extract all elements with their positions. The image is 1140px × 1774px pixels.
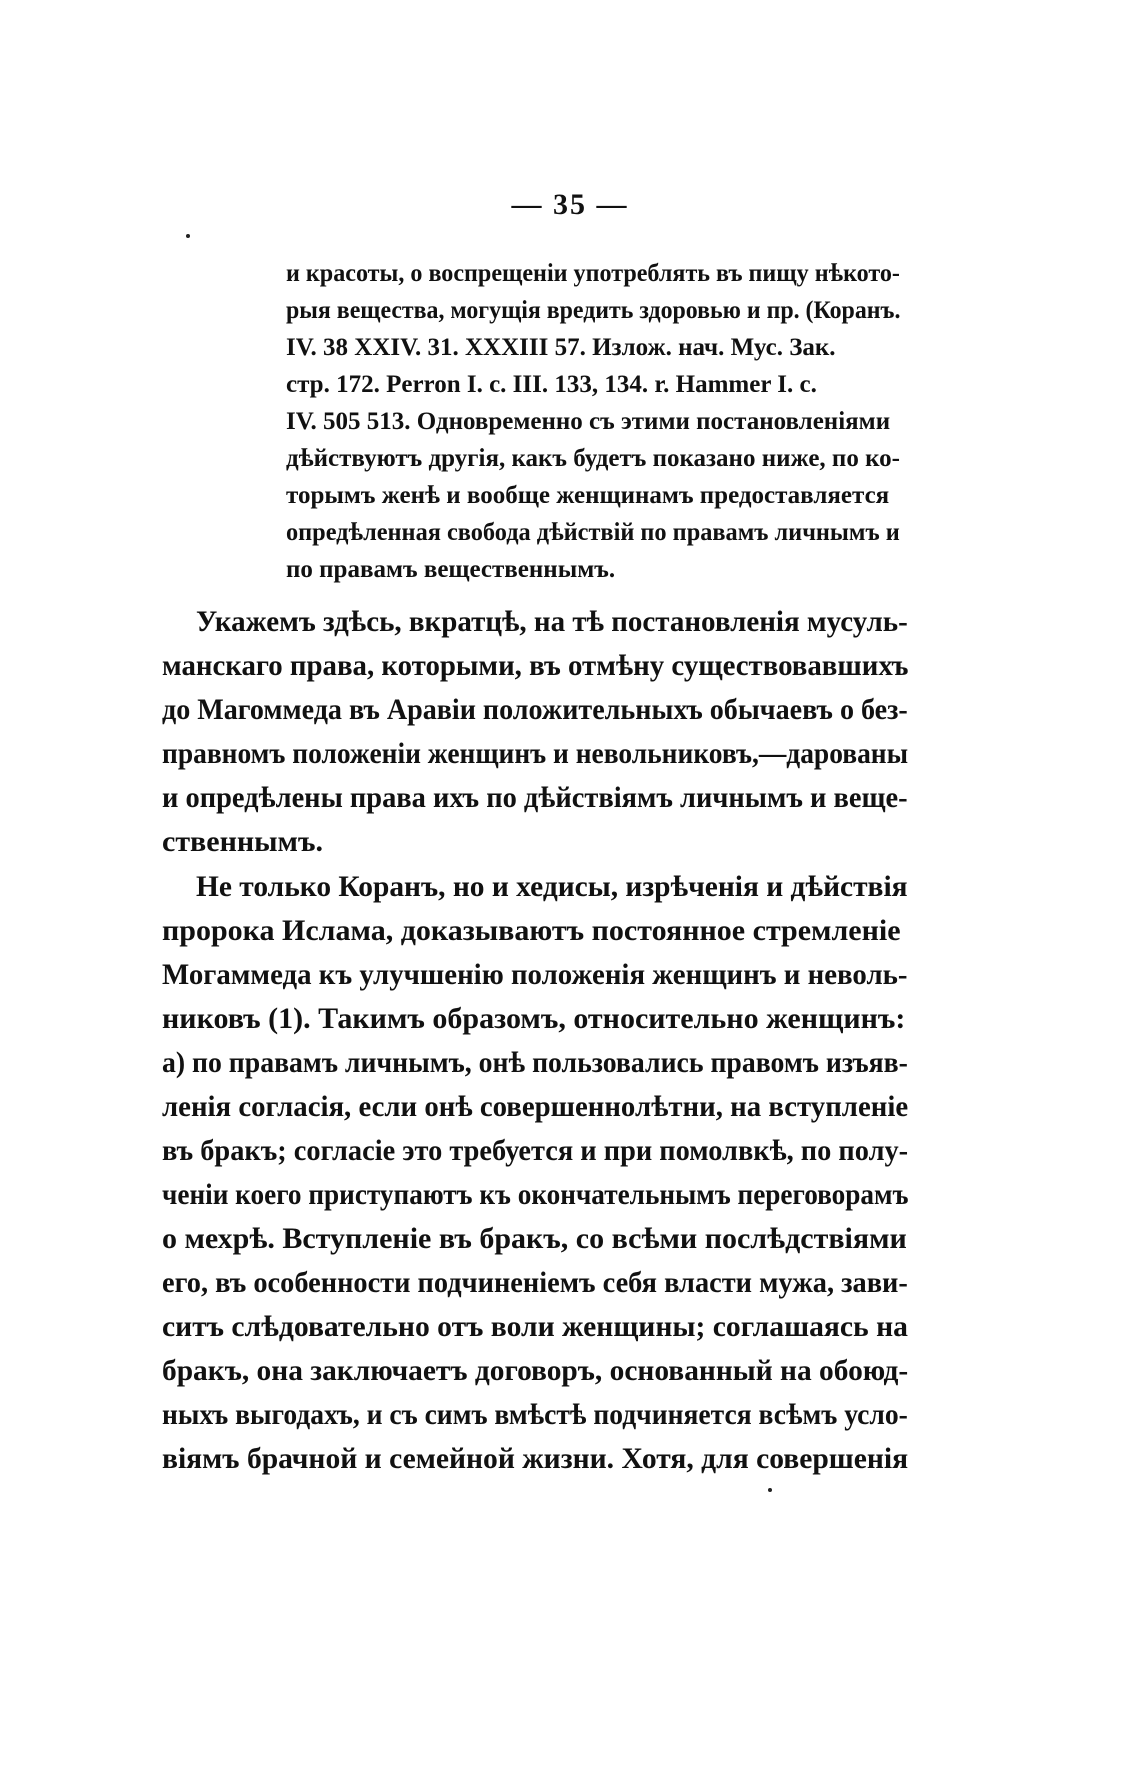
- footnote-line: опредѣленная свобода дѣйствій по правамъ личнымъ и: [286, 519, 900, 546]
- paragraph-line: его, въ особенности подчиненіемъ себя власти мужа, зави-: [162, 1266, 908, 1299]
- paragraph-line: ченіи коего приступаютъ къ окончательнымъ переговорамъ: [162, 1178, 909, 1211]
- ink-speck: [186, 234, 190, 238]
- footnote-line: торымъ женѣ и вообще женщинамъ предоставляется: [286, 482, 890, 509]
- footnote-line: по правамъ вещественнымъ.: [286, 556, 616, 583]
- ink-speck: [768, 1488, 772, 1492]
- paragraph-line: Не только Коранъ, но и хедисы, изрѣченія и дѣйствія: [196, 870, 908, 903]
- paragraph-line: а) по правамъ личнымъ, онѣ пользовались правомъ изъяв-: [162, 1046, 908, 1079]
- footnote-line: IV. 38 XXIV. 31. XXXIII 57. Излож. нач. Мус. Зак.: [286, 334, 836, 361]
- paragraph-line: до Магоммеда въ Аравіи положительныхъ обычаевъ о без-: [162, 693, 908, 726]
- footnote-line: IV. 505 513. Одновременно съ этими постановленіями: [286, 408, 891, 435]
- footnote-line: и красоты, о воспрещеніи употреблять въ пищу нѣкото-: [286, 260, 900, 287]
- paragraph-line: бракъ, она заключаетъ договоръ, основанный на обоюд-: [162, 1354, 909, 1387]
- paragraph-line: о мехрѣ. Вступленіе въ бракъ, со всѣми послѣдствіями: [162, 1222, 907, 1255]
- paragraph-line: Укажемъ здѣсь, вкратцѣ, на тѣ постановленія мусуль-: [196, 605, 908, 638]
- paragraph-line: ситъ слѣдовательно отъ воли женщины; соглашаясь на: [162, 1310, 908, 1343]
- footnote-line: рыя вещества, могущія вредить здоровью и пр. (Коранъ.: [286, 297, 901, 324]
- footnote-line: стр. 172. Perron I. c. III. 133, 134. r. Hammer I. c.: [286, 371, 817, 398]
- paragraph-line: пророка Ислама, доказываютъ постоянное стремленіе: [162, 914, 901, 947]
- paragraph-line: манскаго права, которыми, въ отмѣну существовавшихъ: [162, 649, 909, 682]
- paragraph-line: никовъ (1). Такимъ образомъ, относительно женщинъ:: [162, 1002, 906, 1035]
- page-number: — 35 —: [511, 188, 629, 221]
- paragraph-line: и опредѣлены права ихъ по дѣйствіямъ личнымъ и веще-: [162, 781, 908, 814]
- footnote-line: дѣйствуютъ другія, какъ будетъ показано ниже, по ко-: [286, 445, 900, 472]
- paragraph-line: ленія согласія, если онѣ совершеннолѣтни, на вступленіе: [162, 1090, 909, 1123]
- paragraph-line: Могаммеда къ улучшенію положенія женщинъ и неволь-: [162, 958, 908, 991]
- paragraph-line: въ бракъ; согласіе это требуется и при помолвкѣ, по полу-: [162, 1134, 909, 1167]
- paragraph-line: ственнымъ.: [162, 825, 323, 858]
- paragraph-line: віямъ брачной и семейной жизни. Хотя, для совершенія: [162, 1442, 909, 1475]
- paragraph-line: правномъ положеніи женщинъ и невольниковъ,—дарованы: [162, 737, 909, 770]
- paragraph-line: ныхъ выгодахъ, и съ симъ вмѣстѣ подчиняется всѣмъ усло-: [162, 1398, 908, 1431]
